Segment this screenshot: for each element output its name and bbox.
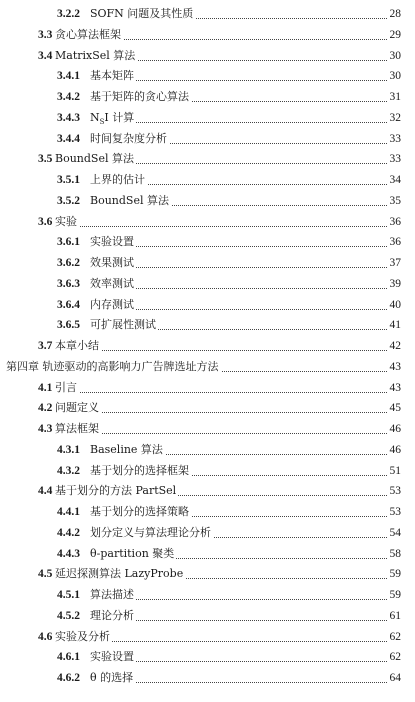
section-title: 实验设置 bbox=[90, 648, 136, 666]
section-title: 理论分析 bbox=[90, 607, 136, 625]
section-title: 可扩展性测试 bbox=[90, 316, 158, 334]
section-number: 4.3 bbox=[38, 423, 53, 435]
section-number: 4.4.1 bbox=[57, 506, 80, 518]
page-number: 64 bbox=[388, 669, 402, 687]
section-title: SOFN 问题及其性质 bbox=[90, 5, 195, 23]
page-number: 36 bbox=[388, 213, 402, 231]
page-number: 42 bbox=[388, 337, 402, 355]
page-number: 41 bbox=[388, 316, 402, 334]
section-title: 内存测试 bbox=[90, 296, 136, 314]
page-number: 33 bbox=[388, 130, 402, 148]
page-number: 31 bbox=[388, 88, 402, 106]
dot-leader bbox=[55, 394, 395, 413]
page-number: 62 bbox=[388, 628, 402, 646]
section-number: 4.6.1 bbox=[57, 651, 80, 664]
section-number: 3.5.2 bbox=[57, 194, 80, 207]
page-number: 53 bbox=[388, 503, 402, 521]
section-number: 3.3 bbox=[38, 28, 53, 41]
page-number: 32 bbox=[388, 109, 402, 127]
section-title: 本章小结 bbox=[55, 337, 101, 355]
dot-leader bbox=[55, 332, 395, 351]
toc-entry[interactable] bbox=[0, 669, 415, 687]
section-number: 3.4.2 bbox=[57, 91, 80, 103]
section-title bbox=[90, 109, 136, 131]
section-title: 算法框架 bbox=[55, 420, 101, 438]
page-number: 58 bbox=[388, 545, 402, 563]
section-title: 效率测试 bbox=[90, 275, 136, 293]
section-number: 4.5.1 bbox=[57, 589, 80, 601]
page-number: 59 bbox=[388, 586, 402, 604]
page-number: 34 bbox=[388, 171, 402, 189]
page-number: 30 bbox=[388, 67, 402, 85]
section-number: 4.5.2 bbox=[57, 609, 80, 622]
page-number: 43 bbox=[388, 379, 402, 397]
section-number: 3.4.1 bbox=[57, 70, 80, 83]
section-number: 4.4.3 bbox=[57, 547, 80, 560]
section-title: θ 的选择 bbox=[90, 669, 135, 687]
section-title: 实验 bbox=[55, 213, 79, 231]
page-number: 43 bbox=[388, 358, 402, 376]
section-number: 3.4.3 bbox=[57, 111, 80, 124]
page-number: 53 bbox=[388, 482, 402, 500]
dot-leader bbox=[90, 664, 395, 683]
section-title: 基本矩阵 bbox=[90, 67, 136, 85]
section-title: BoundSel 算法 bbox=[55, 150, 136, 168]
page-number: 37 bbox=[388, 254, 402, 272]
title-subscript: S bbox=[99, 117, 105, 126]
section-title: 延迟探测算法 LazyProbe bbox=[55, 565, 185, 583]
section-number: 3.4 bbox=[38, 49, 53, 62]
section-title: 贪心算法框架 bbox=[55, 26, 123, 44]
section-number: 4.6 bbox=[38, 630, 53, 643]
section-number: 3.6.5 bbox=[57, 319, 80, 332]
page-number: 35 bbox=[388, 192, 402, 210]
page-number: 45 bbox=[388, 399, 402, 417]
section-number: 3.7 bbox=[38, 340, 53, 352]
dot-leader bbox=[55, 415, 395, 434]
section-number: 4.3.2 bbox=[57, 464, 80, 477]
section-number: 4.4 bbox=[38, 485, 53, 498]
section-title: 时间复杂度分析 bbox=[90, 130, 169, 148]
section-number: 3.6.3 bbox=[57, 277, 80, 290]
title-part: N bbox=[90, 110, 100, 124]
page-number: 51 bbox=[388, 462, 402, 480]
chapter-title: 第四章 轨迹驱动的高影响力广告牌选址方法 bbox=[6, 358, 221, 376]
section-title: 基于划分的方法 PartSel bbox=[55, 482, 178, 500]
section-title: 引言 bbox=[55, 379, 79, 397]
page-number: 29 bbox=[388, 26, 402, 44]
section-title: 划分定义与算法理论分析 bbox=[90, 524, 213, 542]
section-title: BoundSel 算法 bbox=[90, 192, 171, 210]
section-number: 3.5 bbox=[38, 153, 53, 166]
section-title: 基于矩阵的贪心算法 bbox=[90, 88, 191, 106]
page-number: 54 bbox=[388, 524, 402, 542]
section-number: 3.6.4 bbox=[57, 298, 80, 311]
page-number: 62 bbox=[388, 648, 402, 666]
page-number: 28 bbox=[388, 5, 402, 23]
section-title: 问题定义 bbox=[55, 399, 101, 417]
page-number: 61 bbox=[388, 607, 402, 625]
section-number: 4.6.2 bbox=[57, 672, 80, 684]
section-number: 3.6.1 bbox=[57, 236, 80, 249]
section-title: MatrixSel 算法 bbox=[55, 47, 137, 65]
section-title: Baseline 算法 bbox=[90, 441, 165, 459]
section-number: 3.4.4 bbox=[57, 132, 80, 145]
section-number: 3.6 bbox=[38, 215, 53, 228]
section-title: 基于划分的选择策略 bbox=[90, 503, 191, 521]
section-number: 3.6.2 bbox=[57, 257, 80, 269]
section-title: 算法描述 bbox=[90, 586, 136, 604]
section-title: 上界的估计 bbox=[90, 171, 147, 189]
section-title: 实验及分析 bbox=[55, 628, 112, 646]
page-number: 30 bbox=[388, 47, 402, 65]
title-part: I 计算 bbox=[104, 110, 135, 124]
section-number: 4.2 bbox=[38, 402, 53, 415]
section-title: 效果测试 bbox=[90, 254, 136, 272]
section-number: 3.2.2 bbox=[57, 8, 80, 20]
page-number: 46 bbox=[388, 441, 402, 459]
page-number: 40 bbox=[388, 296, 402, 314]
page-number: 59 bbox=[388, 565, 402, 583]
page-number: 33 bbox=[388, 150, 402, 168]
page-number: 36 bbox=[388, 233, 402, 251]
page-number: 46 bbox=[388, 420, 402, 438]
page-number: 39 bbox=[388, 275, 402, 293]
dot-leader bbox=[55, 208, 395, 227]
section-number: 4.5 bbox=[38, 568, 53, 581]
section-number: 4.4.2 bbox=[57, 526, 80, 539]
section-number: 4.3.1 bbox=[57, 443, 80, 456]
section-number: 4.1 bbox=[38, 381, 53, 394]
section-title: 实验设置 bbox=[90, 233, 136, 251]
dot-leader bbox=[55, 374, 395, 393]
section-title: 基于划分的选择框架 bbox=[90, 462, 191, 480]
section-number: 3.5.1 bbox=[57, 174, 80, 186]
section-title: θ-partition 聚类 bbox=[90, 545, 176, 563]
